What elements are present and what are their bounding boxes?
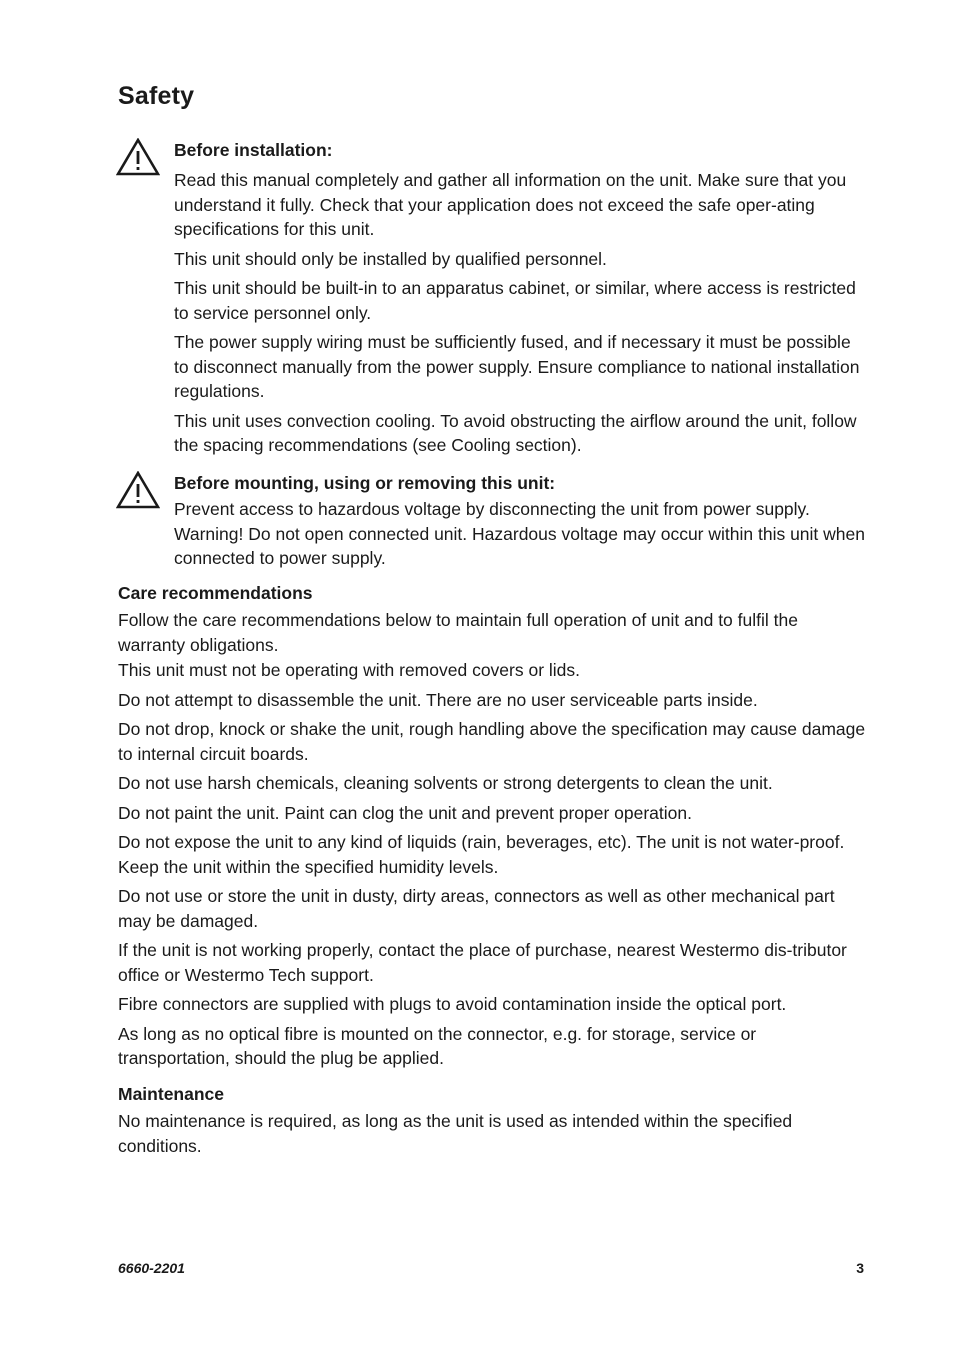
warning-installation-heading: Before installation: bbox=[174, 140, 333, 160]
paragraph: The power supply wiring must be sufficiently fused, and if necessary it must be possible to disconnect manually from the power supply. Ensure compliance to national installation regulations. bbox=[174, 332, 860, 401]
paragraph: Do not drop, knock or shake the unit, rough handling above the specification may cause damage to internal circuit boards. bbox=[118, 719, 866, 764]
paragraph: Do not use or store the unit in dusty, dirty areas, connectors as well as other mechanical part may be damaged. bbox=[118, 886, 835, 931]
warning-mounting-heading: Before mounting, using or removing this unit: bbox=[174, 473, 556, 493]
paragraph: Follow the care recommendations below to maintain full operation of unit and to fulfil the warranty obligations. bbox=[118, 610, 798, 655]
paragraph: Do not paint the unit. Paint can clog the unit and prevent proper operation. bbox=[118, 802, 692, 823]
page-title: Safety bbox=[118, 82, 195, 110]
care-recommendations-section bbox=[118, 581, 868, 1071]
paragraph: Prevent access to hazardous voltage by disconnecting the unit from power supply. Warning! Do not open connected unit. Hazardous voltage may occur within this unit when connected to power supply. bbox=[174, 499, 865, 568]
paragraph: Fibre connectors are supplied with plugs to avoid contamination inside the optical port. bbox=[118, 994, 787, 1014]
paragraph: Do not expose the unit to any kind of liquids (rain, beverages, etc). The unit is not water-proof. Keep the unit within the specified humidity levels. bbox=[118, 832, 845, 877]
maintenance-heading: Maintenance bbox=[118, 1084, 224, 1104]
paragraph: This unit uses convection cooling. To avoid obstructing the airflow around the unit, follow the spacing recommendations (see Cooling section). bbox=[174, 410, 857, 455]
warning-mounting-content bbox=[174, 471, 868, 571]
paragraph: Read this manual completely and gather all information on the unit. Make sure that you understand it fully. Check that your application does not exceed the safe oper-ating specifications for this unit. bbox=[174, 170, 847, 239]
warning-installation-content bbox=[174, 138, 868, 458]
warning-mounting bbox=[116, 471, 868, 575]
paragraph: This unit should only be installed by qualified personnel. bbox=[174, 248, 607, 269]
paragraph: This unit must not be operating with removed covers or lids. bbox=[118, 660, 581, 680]
paragraph: As long as no optical fibre is mounted on the connector, e.g. for storage, service or transportation, should the plug be applied. bbox=[118, 1023, 757, 1068]
warning-triangle-icon bbox=[116, 138, 160, 176]
paragraph: Do not attempt to disassemble the unit. There are no user serviceable parts inside. bbox=[118, 689, 758, 710]
paragraph: Do not use harsh chemicals, cleaning solvents or strong detergents to clean the unit. bbox=[118, 773, 773, 793]
warning-triangle-icon bbox=[116, 471, 160, 509]
warning-installation bbox=[116, 138, 868, 458]
paragraph: No maintenance is required, as long as the unit is used as intended within the specified conditions. bbox=[118, 1111, 793, 1156]
paragraph: If the unit is not working properly, contact the place of purchase, nearest Westermo dis-tributor office or Westermo Tech support. bbox=[118, 940, 847, 985]
care-recommendations-heading: Care recommendations bbox=[118, 583, 313, 603]
document-code: 6660-2201 bbox=[118, 1260, 185, 1276]
paragraph: This unit should be built-in to an apparatus cabinet, or similar, where access is restricted to service personnel only. bbox=[174, 278, 856, 323]
maintenance-section bbox=[118, 1082, 868, 1158]
page-number: 3 bbox=[856, 1260, 864, 1276]
